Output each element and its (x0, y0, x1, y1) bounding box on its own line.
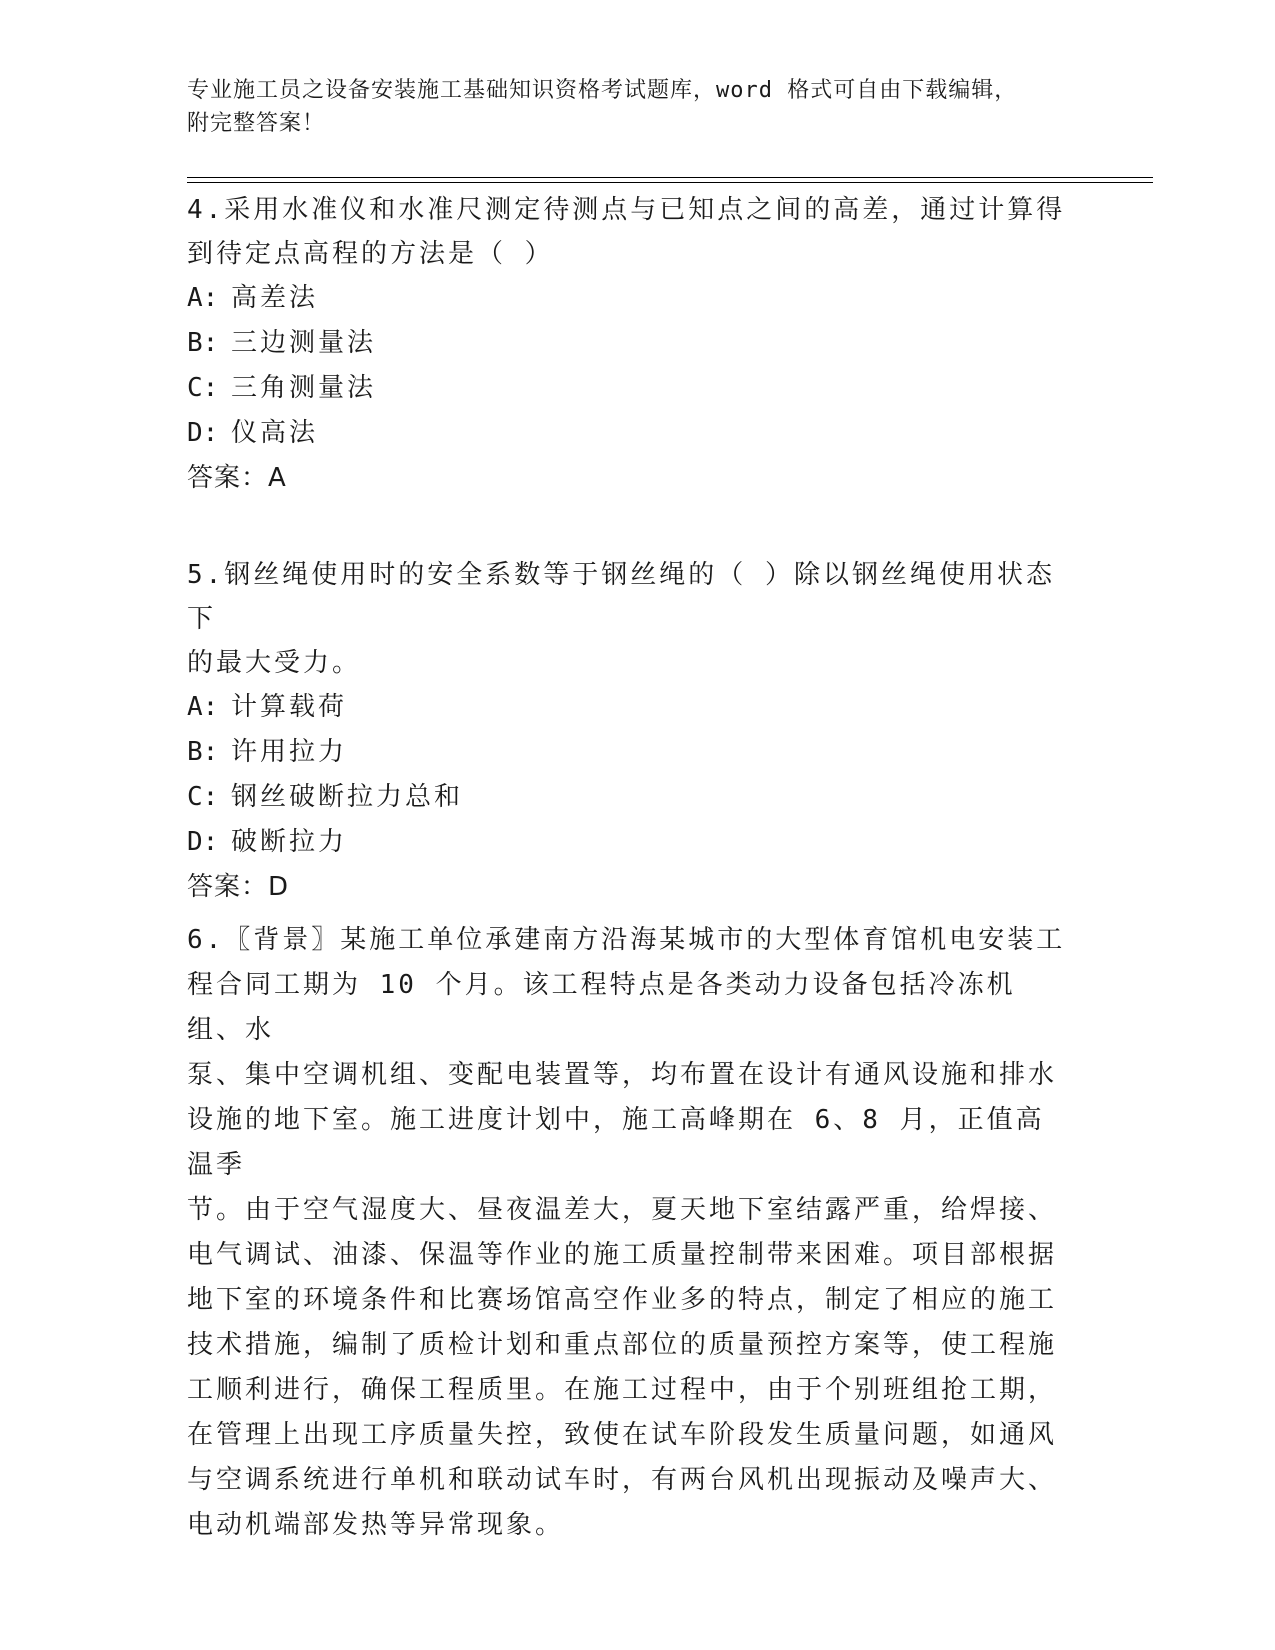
question-5-text (187, 553, 1067, 685)
question-6-line-8: 技术措施，编制了质检计划和重点部位的质量预控方案等，使工程施 (187, 1330, 1058, 1360)
question-6-line-3: 泵、集中空调机组、变配电装置等，均布置在设计有通风设施和排水 (187, 1060, 1058, 1090)
question-6-line-5: 节。由于空气湿度大、昼夜温差大，夏天地下室结露严重，给焊接、 (187, 1195, 1058, 1225)
option-key: B: (187, 328, 219, 358)
question-5-option-b (187, 730, 1067, 775)
question-6-line-10: 在管理上出现工序质量失控，致使在试车阶段发生质量问题，如通风 (187, 1420, 1058, 1450)
header-divider-top (187, 177, 1153, 178)
option-text: 破断拉力 (231, 827, 348, 857)
question-5-option-c (187, 775, 1067, 820)
header-divider-bottom (187, 182, 1153, 183)
question-4-line-1: 4.采用水准仪和水准尺测定待测点与已知点之间的高差，通过计算得 (187, 195, 1066, 225)
question-4-option-a (187, 276, 1067, 321)
question-4-answer: 答案：A (187, 463, 287, 493)
question-5-line-1: 5.钢丝绳使用时的安全系数等于钢丝绳的（ ）除以钢丝绳使用状态下 (187, 560, 1055, 634)
option-text: 计算载荷 (231, 692, 348, 722)
question-4-option-b (187, 321, 1067, 366)
option-text: 仪高法 (231, 418, 319, 448)
question-5-answer: 答案：D (187, 872, 290, 902)
header-line-1: 专业施工员之设备安装施工基础知识资格考试题库，word 格式可自由下载编辑， (187, 78, 1018, 103)
option-key: A: (187, 692, 219, 722)
option-key: B: (187, 737, 219, 767)
question-4-line-2: 到待定点高程的方法是（ ） (187, 239, 554, 269)
option-key: D: (187, 418, 219, 448)
question-5-line-2: 的最大受力。 (187, 648, 362, 678)
question-6-line-1: 6.〖背景〗某施工单位承建南方沿海某城市的大型体育馆机电安装工 (187, 925, 1066, 955)
question-4-option-c (187, 366, 1067, 411)
question-6-line-7: 地下室的环境条件和比赛场馆高空作业多的特点，制定了相应的施工 (187, 1285, 1058, 1315)
question-6-line-4: 设施的地下室。施工进度计划中，施工高峰期在 6、8 月，正值高温季 (187, 1105, 1045, 1180)
question-6-line-2: 程合同工期为 10 个月。该工程特点是各类动力设备包括冷冻机组、水 (187, 970, 1016, 1045)
option-text: 三角测量法 (231, 373, 377, 403)
option-text: 三边测量法 (231, 328, 377, 358)
option-key: D: (187, 827, 219, 857)
option-key: A: (187, 283, 219, 313)
question-6-line-11: 与空调系统进行单机和联动试车时，有两台风机出现振动及噪声大、 (187, 1465, 1058, 1495)
option-text: 钢丝破断拉力总和 (231, 782, 464, 812)
question-4-text (187, 188, 1067, 276)
question-5-option-d (187, 820, 1067, 865)
question-4 (187, 188, 1067, 501)
question-5 (187, 553, 1067, 910)
question-6-line-12: 电动机端部发热等异常现象。 (187, 1510, 565, 1540)
header-line-2: 附完整答案！ (187, 111, 326, 136)
question-6-line-9: 工顺利进行，确保工程质里。在施工过程中，由于个别班组抢工期， (187, 1375, 1058, 1405)
question-6-line-6: 电气调试、油漆、保温等作业的施工质量控制带来困难。项目部根据 (187, 1240, 1058, 1270)
question-4-option-d (187, 411, 1067, 456)
question-5-option-a (187, 685, 1067, 730)
option-key: C: (187, 373, 219, 403)
document-header (187, 74, 1067, 140)
option-text: 高差法 (231, 283, 319, 313)
question-6-text (187, 918, 1067, 1548)
option-key: C: (187, 782, 219, 812)
option-text: 许用拉力 (231, 737, 348, 767)
question-6 (187, 918, 1067, 1548)
